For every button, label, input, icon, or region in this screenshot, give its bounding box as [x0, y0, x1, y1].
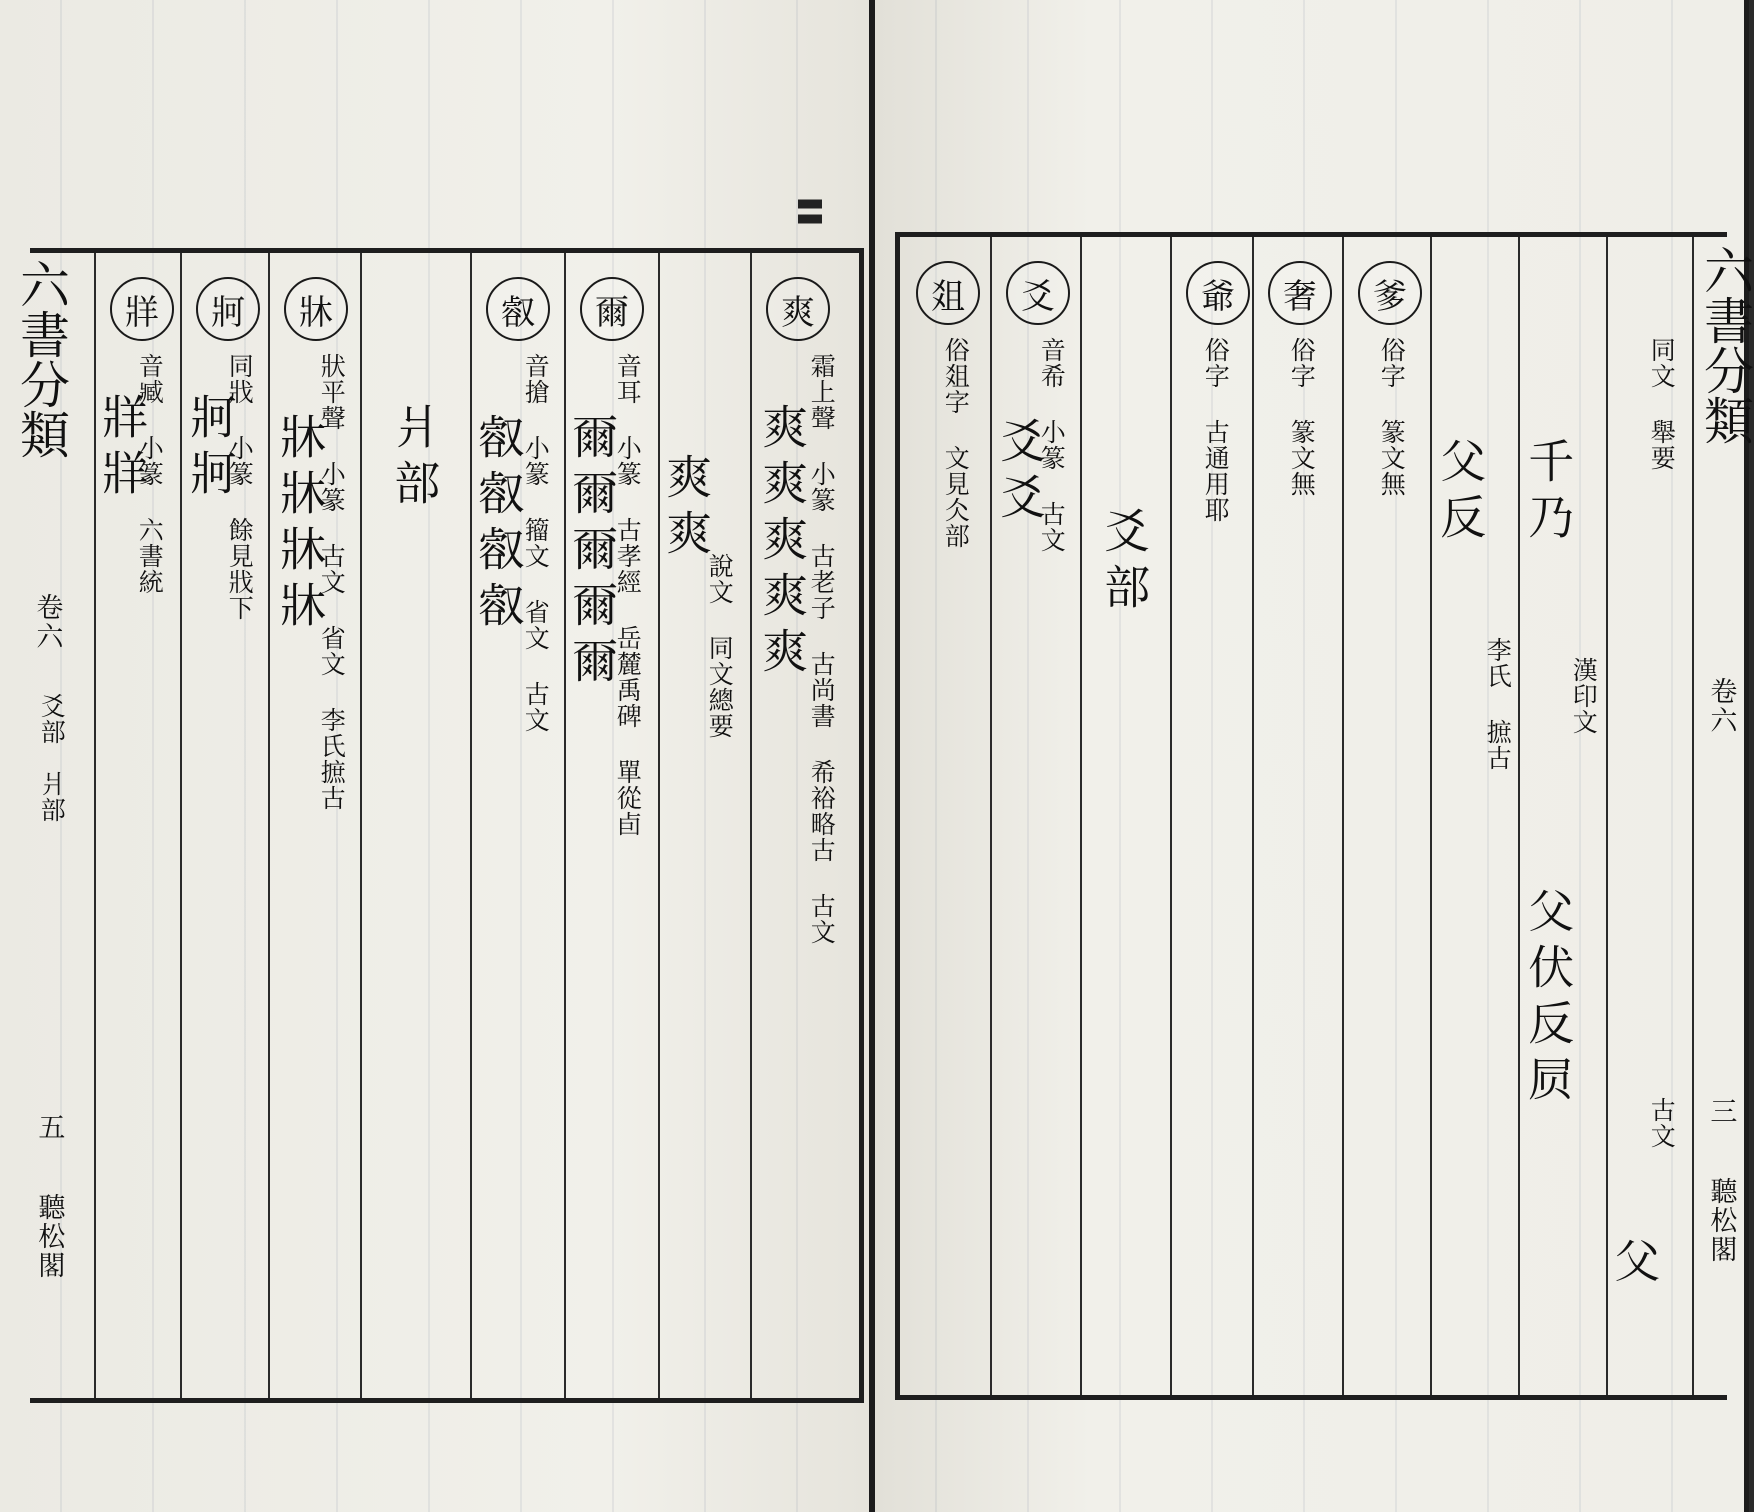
seal-glyphs: 爻爻 [993, 417, 1048, 529]
variant-column [1608, 237, 1696, 1395]
variant-note: 漢印文 [1569, 657, 1599, 735]
right-page-number: 三 [1705, 1097, 1737, 1126]
seal-glyphs: 父伏反屃 [1521, 887, 1576, 1111]
seal-glyphs: 㕡㕡㕡㕡 [471, 413, 526, 637]
entry-notes: 音臧 小篆 六書統 [135, 353, 165, 595]
entry-head: 㕡 [486, 277, 550, 341]
entry-column [472, 253, 560, 1398]
entry-head: 爽 [766, 277, 830, 341]
right-page-frame [895, 232, 1754, 1400]
variant-column [1520, 237, 1608, 1395]
left-publisher: 聽松閣 [33, 1193, 65, 1280]
variant-note: 李氏 摭古 [1483, 637, 1513, 771]
entry-head: 爼 [916, 261, 980, 325]
entry-column [902, 237, 990, 1395]
left-sections: 爻部 爿部 [37, 693, 67, 823]
entry-notes: 俗字 篆文無 [1377, 337, 1407, 497]
seal-glyphs: 千乃 [1521, 437, 1576, 549]
entry-notes: 霜上聲 小篆 古老子 古尚書 希裕略古 古文 [807, 353, 837, 945]
seal-glyphs: 爾爾爾爾爾 [565, 413, 620, 693]
entry-notes: 俗字 篆文無 [1287, 337, 1317, 497]
entry-notes: 音耳 小篆 古孝經 岳麓禹碑 單從卣 [613, 353, 643, 837]
seal-glyphs: 爽爽 [659, 453, 714, 565]
entry-notes: 說文 同文總要 [705, 553, 735, 739]
seal-glyphs: 牀牀牀牀 [273, 413, 328, 637]
left-book-title: 六書分類 [12, 259, 70, 459]
entry-head: 奢 [1268, 261, 1332, 325]
entry-notes: 同戕 小篆 餘見戕下 [225, 353, 255, 621]
left-volume: 卷六 [31, 593, 63, 651]
entry-notes: 狀平聲 小篆 古文 省文 李氏摭古 [317, 353, 347, 811]
entry-column [1172, 237, 1260, 1395]
entry-notes: 音搶 小篆 籀文 省文 古文 [521, 353, 551, 733]
left-page-number: 五 [33, 1113, 65, 1142]
variant-column [1432, 237, 1520, 1395]
seal-glyphs: 爽爽爽爽爽 [755, 403, 810, 683]
seal-glyphs: 父反 [1433, 437, 1488, 549]
right-page [875, 0, 1754, 1512]
variant-note: 古文 [1647, 1097, 1677, 1149]
entry-notes: 音希 小篆 古文 [1037, 337, 1067, 553]
entry-column [992, 237, 1080, 1395]
entry-head: 牀 [284, 277, 348, 341]
entry-head: 爺 [1186, 261, 1250, 325]
section-column [1082, 237, 1170, 1395]
seal-glyphs: 父 [1607, 1237, 1662, 1293]
right-book-title: 六書分類 [1696, 245, 1754, 445]
entry-head: 牁 [196, 277, 260, 341]
variant-note: 同文 舉要 [1647, 337, 1677, 471]
right-volume: 卷六 [1705, 677, 1737, 735]
entry-head: 爾 [580, 277, 644, 341]
seal-glyphs: 牁牁 [183, 393, 238, 505]
left-page-frame [12, 248, 864, 1403]
entry-notes: 俗爼字 文見仌部 [941, 337, 971, 549]
entry-column [1344, 237, 1432, 1395]
entry-column [96, 253, 184, 1398]
entry-column [566, 253, 654, 1398]
right-publisher: 聽松閣 [1705, 1177, 1737, 1264]
page-mark: 〓 [795, 196, 825, 231]
section-heading: 爿部 [387, 403, 442, 515]
left-page [0, 0, 869, 1512]
entry-column [752, 253, 852, 1398]
entry-notes: 俗字 古通用耶 [1201, 337, 1231, 523]
entry-head: 爹 [1358, 261, 1422, 325]
section-column [362, 253, 470, 1398]
seal-glyphs: 牂牂 [95, 393, 150, 505]
entry-column [270, 253, 358, 1398]
entry-column [1254, 237, 1342, 1395]
entry-column [182, 253, 270, 1398]
entry-head: 爻 [1006, 261, 1070, 325]
section-heading: 爻部 [1097, 507, 1152, 619]
entry-head: 牂 [110, 277, 174, 341]
entry-column [660, 253, 748, 1398]
